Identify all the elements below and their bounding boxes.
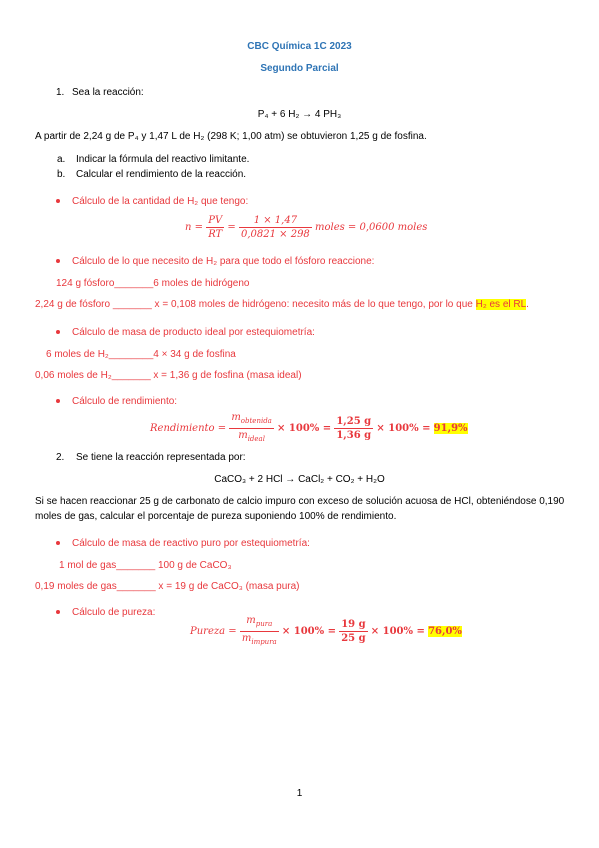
q2-statement-1: Si se hacen reaccionar 25 g de carbonato de calcio impuro con exceso de solución acuosa de HCl, obteniéndose 0,190 <box>35 496 565 507</box>
purity-result: 76,0% <box>428 626 462 637</box>
doc-title: CBC Química 1C 2023 <box>247 41 352 52</box>
q1-step4: Cálculo de rendimiento: <box>72 396 178 407</box>
q1-step2: Cálculo de lo que necesito de H₂ para que todo el fósforo reaccione: <box>72 256 375 267</box>
q2-line-b: 0,19 moles de gas_______ x = 19 g de CaCO₃ (masa pura) <box>35 581 300 592</box>
q1-a-text: Indicar la fórmula del reactivo limitante. <box>76 154 250 165</box>
q2-number: 2. <box>56 452 65 463</box>
limiting-reagent-highlight: H₂ es el RL <box>475 299 527 310</box>
q1-reaction: P₄ + 6 H₂ → 4 PH₃ <box>257 109 342 120</box>
q1-eq-yield: Rendimiento = $\frac{m_{obtenida}}{m_{ideal}}$ × 100% = $\frac{1,25 g}{1,36 g}$ × 100% = 91,9% <box>150 412 468 443</box>
yield-result: 91,9% <box>433 423 468 434</box>
q2-eq-purity: Pureza = $\frac{m_{pura}}{m_{impura}}$ × 100% = $\frac{19 g}{25 g}$ × 100% = 76,0% <box>190 615 462 646</box>
q1-step3: Cálculo de masa de producto ideal por estequiometría: <box>72 327 315 338</box>
q1-b-text: Calcular el rendimiento de la reacción. <box>76 169 247 180</box>
doc-subtitle: Segundo Parcial <box>260 63 339 74</box>
q1-line-b: 2,24 g de fósforo _______ x = 0,108 moles de hidrógeno: necesito más de lo que tengo, por lo que H₂ es el RL. <box>35 299 529 310</box>
q1-statement: A partir de 2,24 g de P₄ y 1,47 L de H₂ (298 K; 1,00 atm) se obtuvieron 1,25 g de fosfina. <box>35 131 427 142</box>
bullet <box>56 330 60 334</box>
q2-line-a: 1 mol de gas_______ 100 g de CaCO₃ <box>59 560 232 571</box>
q2-reaction: CaCO₃ + 2 HCl → CaCl₂ + CO₂ + H₂O <box>214 474 385 485</box>
q1-eq-moles: n = $\frac{PV}{RT}$ = $\frac{1 \times 1,47}{0,0821 \times 298}$ moles = 0,0600 moles <box>185 215 428 240</box>
page-number: 1 <box>296 788 303 799</box>
bullet <box>56 610 60 614</box>
bullet <box>56 541 60 545</box>
bullet <box>56 199 60 203</box>
q1-a-label: a. <box>57 154 66 165</box>
q1-number: 1. <box>56 87 65 98</box>
q1-intro: Sea la reacción: <box>72 87 144 98</box>
q2-step2: Cálculo de pureza: <box>72 607 156 618</box>
q1-step1: Cálculo de la cantidad de H₂ que tengo: <box>72 196 249 207</box>
q1-line-a: 124 g fósforo_______6 moles de hidrógeno <box>56 278 250 289</box>
q1-line-d: 0,06 moles de H₂_______ x = 1,36 g de fosfina (masa ideal) <box>35 370 302 381</box>
q1-line-c: 6 moles de H₂________4 × 34 g de fosfina <box>46 349 236 360</box>
q2-step1: Cálculo de masa de reactivo puro por estequiometría: <box>72 538 310 549</box>
q1-b-label: b. <box>57 169 66 180</box>
q2-intro: Se tiene la reacción representada por: <box>76 452 246 463</box>
bullet <box>56 399 60 403</box>
bullet <box>56 259 60 263</box>
q2-statement-2: moles de gas, calcular el porcentaje de pureza suponiendo 100% de rendimiento. <box>35 511 397 522</box>
